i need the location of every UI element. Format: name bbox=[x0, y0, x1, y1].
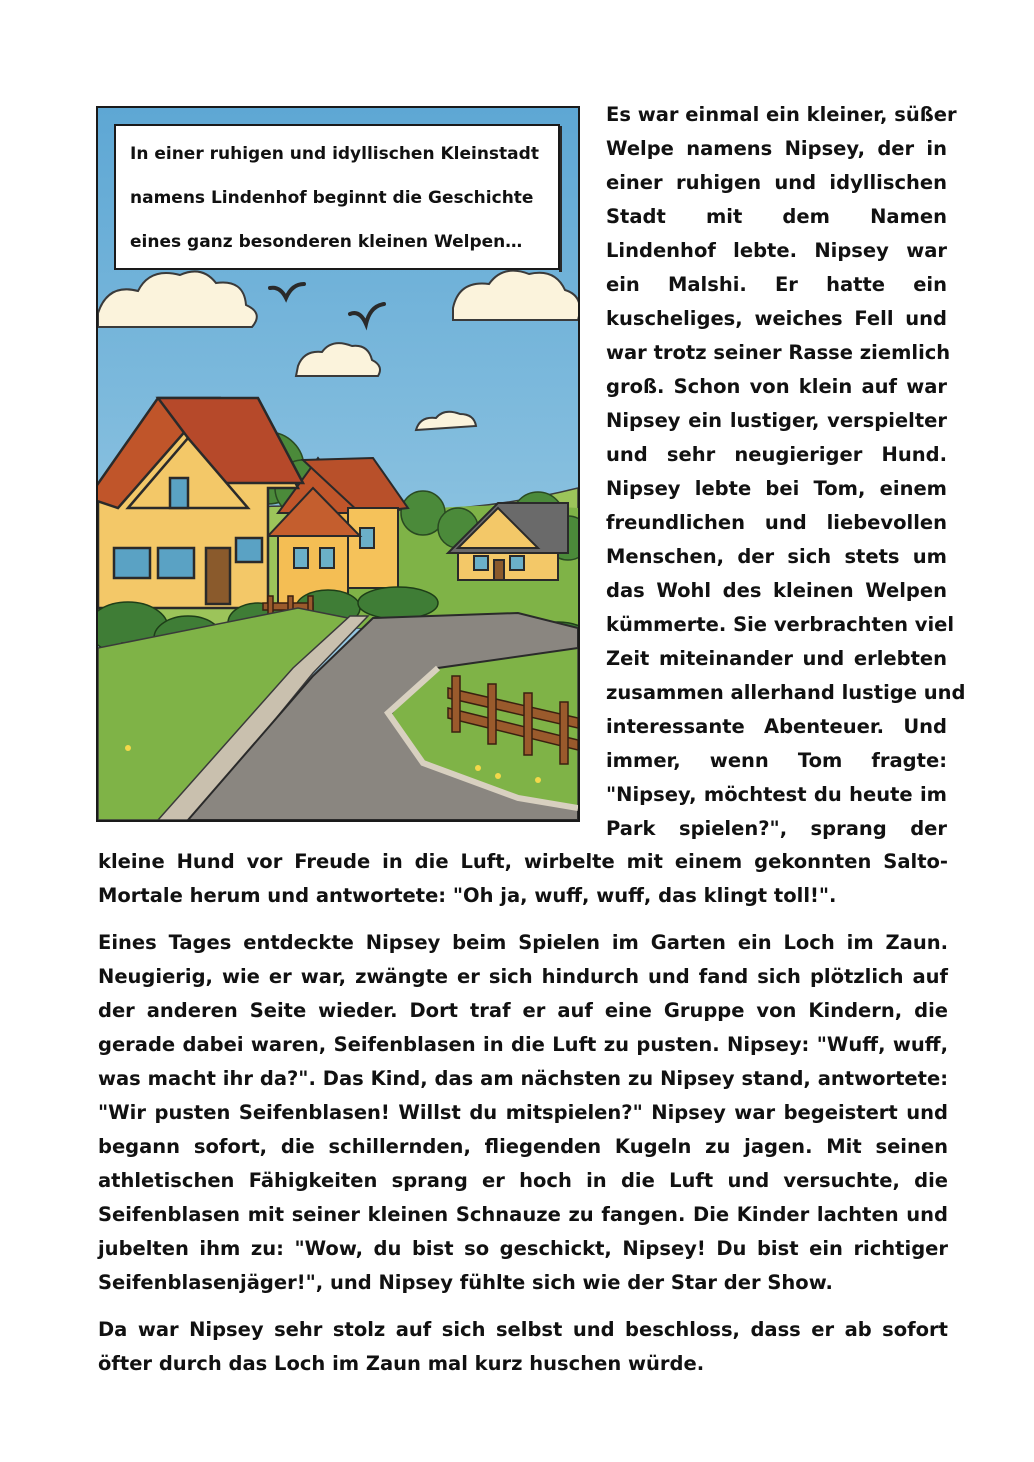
text-line: groß. Schon von klein auf war bbox=[606, 375, 947, 398]
text-line: Lindenhof lebte. Nipsey war bbox=[606, 239, 947, 262]
text-line: Eines Tages entdeckte Nipsey beim Spielen im Garten ein Loch im Zaun. bbox=[98, 931, 948, 954]
text-line: war trotz seiner Rasse ziemlich bbox=[606, 341, 951, 364]
text-line: interessante Abenteuer. Und bbox=[606, 715, 947, 738]
text-line: kümmerte. Sie verbrachten viel bbox=[606, 613, 955, 636]
caption-box bbox=[114, 124, 560, 270]
text-line: kleine Hund vor Freude in die Luft, wirbelte mit einem gekonnten Salto- bbox=[98, 850, 948, 873]
text-line: Seifenblasenjäger!", und Nipsey fühlte sich wie der Star der Show. bbox=[98, 1271, 833, 1294]
text-line: Park spielen?", sprang der bbox=[606, 817, 947, 840]
text-line: was macht ihr da?". Das Kind, das am nächsten zu Nipsey stand, antwortete: bbox=[98, 1067, 948, 1090]
text-line: gerade dabei waren, Seifenblasen in die Luft zu pusten. Nipsey: "Wuff, wuff, bbox=[98, 1033, 948, 1056]
text-line: Nipsey lebte bei Tom, einem bbox=[606, 477, 947, 500]
text-line: und sehr neugieriger Hund. bbox=[606, 443, 947, 466]
text-line: öfter durch das Loch im Zaun mal kurz huschen würde. bbox=[98, 1352, 705, 1375]
text-line: Mortale herum und antwortete: "Oh ja, wuff, wuff, das klingt toll!". bbox=[98, 884, 837, 907]
text-line: begann sofort, die schillernden, fliegenden Kugeln zu jagen. Mit seinen bbox=[98, 1135, 948, 1158]
paragraph-2 bbox=[98, 926, 948, 1300]
paragraph-1-side bbox=[606, 98, 966, 846]
text-line: Neugierig, wie er war, zwängte er sich hindurch und fand sich plötzlich auf bbox=[98, 965, 948, 988]
paragraph-3 bbox=[98, 1313, 948, 1381]
text-line: das Wohl des kleinen Welpen bbox=[606, 579, 947, 602]
text-line: der anderen Seite wieder. Dort traf er auf eine Gruppe von Kindern, die bbox=[98, 999, 948, 1022]
text-line: Welpe namens Nipsey, der in bbox=[606, 137, 947, 160]
text-line: Zeit miteinander und erlebten bbox=[606, 647, 947, 670]
text-line: Nipsey ein lustiger, verspielter bbox=[606, 409, 947, 432]
text-line: Menschen, der sich stets um bbox=[606, 545, 947, 568]
text-line: zusammen allerhand lustige und bbox=[606, 681, 966, 704]
paragraph-1-continued bbox=[98, 845, 948, 913]
text-line: jubelten ihm zu: "Wow, du bist so geschickt, Nipsey! Du bist ein richtiger bbox=[98, 1237, 948, 1260]
text-line: einer ruhigen und idyllischen bbox=[606, 171, 947, 194]
caption-line: In einer ruhigen und idyllischen Kleinstadt bbox=[130, 144, 539, 164]
text-line: kuscheliges, weiches Fell und bbox=[606, 307, 947, 330]
text-line: Stadt mit dem Namen bbox=[606, 205, 947, 228]
caption-line: namens Lindenhof beginnt die Geschichte bbox=[130, 188, 534, 208]
text-line: Es war einmal ein kleiner, süßer bbox=[606, 103, 957, 126]
text-line: Da war Nipsey sehr stolz auf sich selbst und beschloss, dass er ab sofort bbox=[98, 1318, 948, 1341]
text-line: immer, wenn Tom fragte: bbox=[606, 749, 947, 772]
caption-line: eines ganz besonderen kleinen Welpen… bbox=[130, 232, 523, 252]
text-line: "Wir pusten Seifenblasen! Willst du mitspielen?" Nipsey war begeistert und bbox=[98, 1101, 948, 1124]
text-line: "Nipsey, möchtest du heute im bbox=[606, 783, 947, 806]
text-line: ein Malshi. Er hatte ein bbox=[606, 273, 947, 296]
text-line: athletischen Fähigkeiten sprang er hoch in die Luft und versuchte, die bbox=[98, 1169, 948, 1192]
text-line: Seifenblasen mit seiner kleinen Schnauze zu fangen. Die Kinder lachten und bbox=[98, 1203, 948, 1226]
text-line: freundlichen und liebevollen bbox=[606, 511, 947, 534]
